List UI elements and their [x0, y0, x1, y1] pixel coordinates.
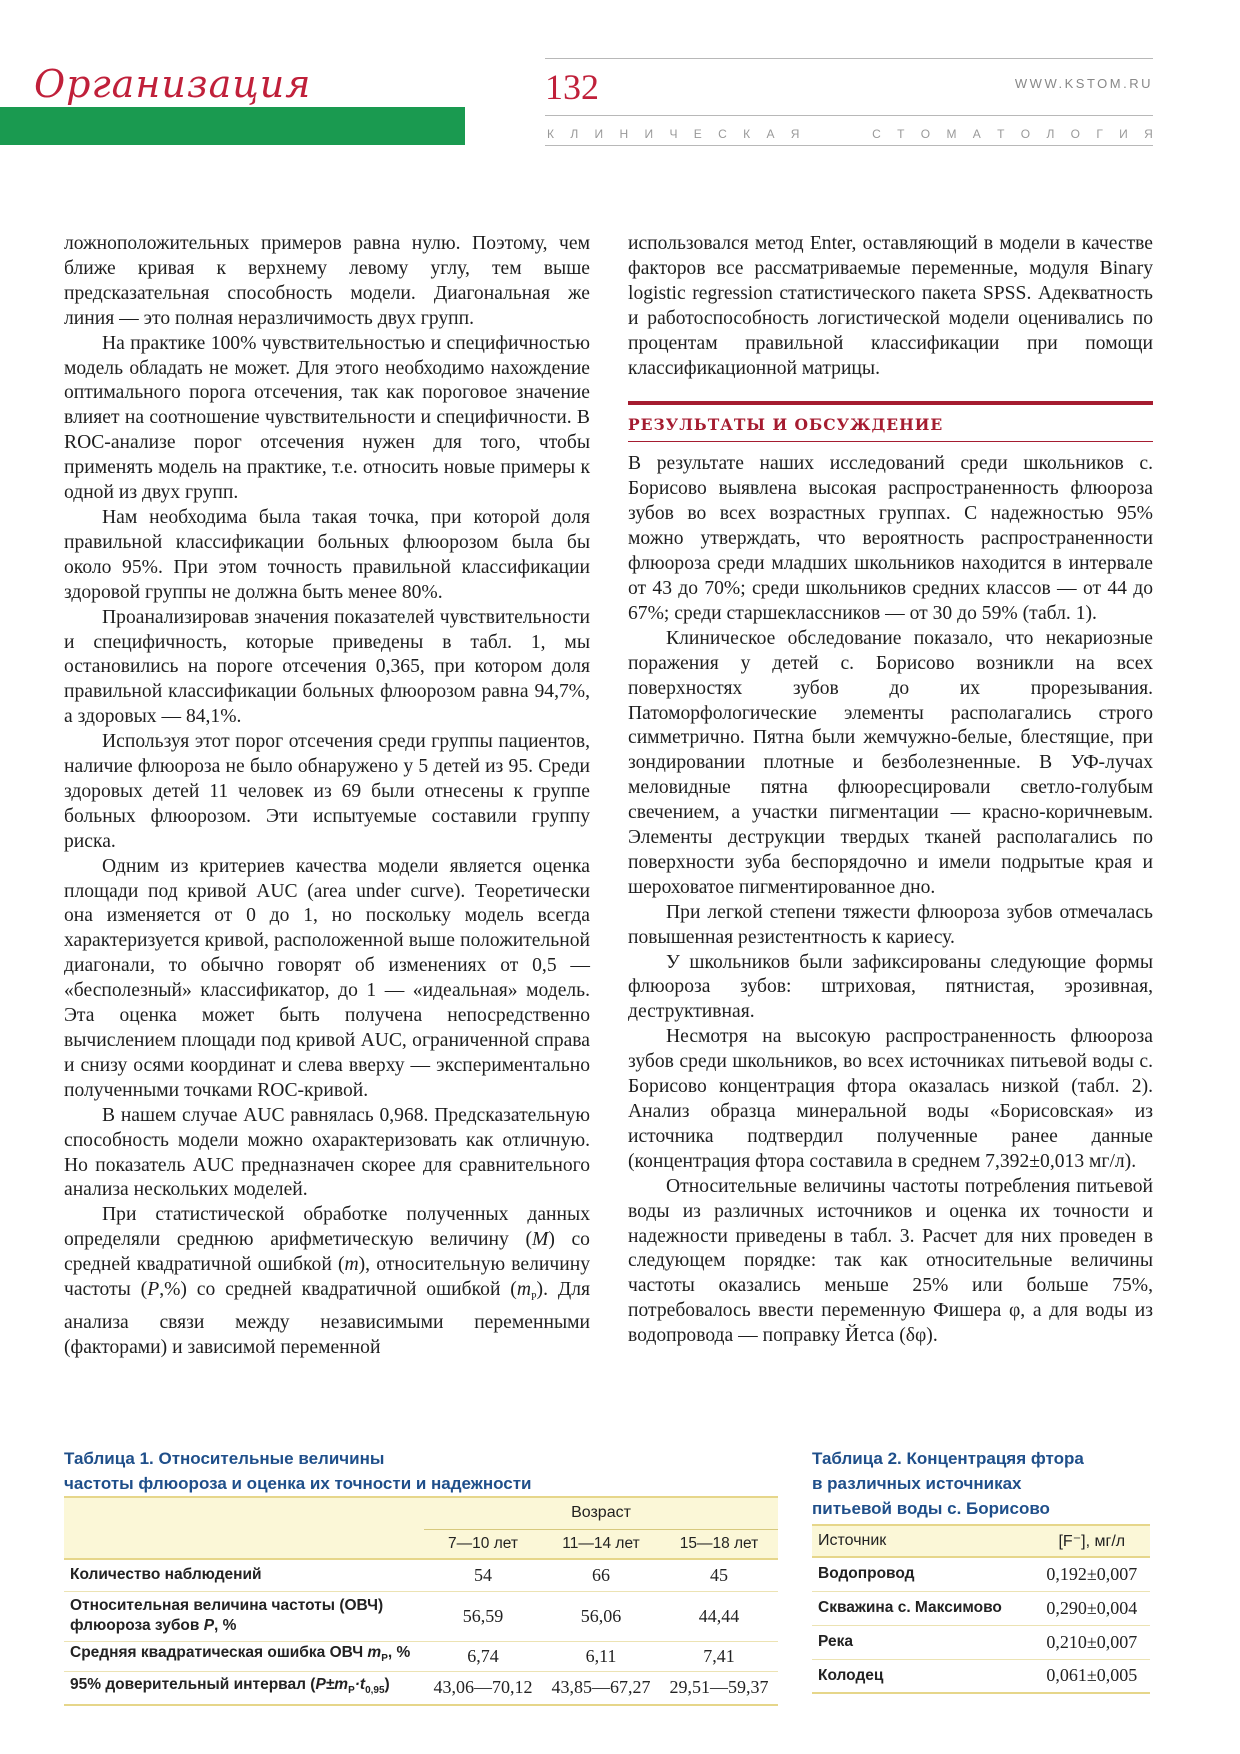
journal-title: К Л И Н И Ч Е С К А Я С Т О М А Т О Л О Г И Я — [547, 127, 1153, 141]
table1 — [64, 1496, 778, 1706]
paragraph: В результате наших исследований среди школьников с. Борисово выявлена высокая распространенность флюороза зубов во всех возрастных группах. С надежностью 95% можно утверждать, что вероятность распространенности флюороза среди младших школьников находится в интервале от 43 до 70%; среди школьников средних классов — от 44 до 67%; среди старшеклассников — от 30 до 59% (табл. 1). — [628, 453, 1153, 624]
row-label: 95% доверительный интервал $(P\pm m_P\cdot t_{0,95})$ — [64, 1671, 424, 1705]
paragraph: На практике 100% чувствительностью и специфичностью модель обладать не может. Для этого необходимо нахождение оптимального порога отсечения, так как пороговое значение влияет на соотношение чувствительности и специфичности. В ROC-анализе порог отсечения нужен для того, чтобы применять модель на практике, т.е. относить новые примеры к одной из двух групп. — [64, 332, 590, 504]
column-header: [F⁻], мг/л — [1034, 1525, 1150, 1557]
table-cell: 45 — [660, 1559, 778, 1591]
paragraph: Несмотря на высокую распространенность флюороза зубов среди школьников, во всех источниках питьевой воды с. Борисово концентрация фтора оказалась низкой (табл. 2). Анализ образца минеральной воды «Борисовская» из источника подтвердил полученные ранее данные (концентрация фтора составила в среднем 7,392±0,013 мг/л). — [628, 1026, 1153, 1172]
paragraph: ложноположительных примеров равна нулю. Поэтому, чем ближе кривая к верхнему левому углу, тем выше предсказательная способность модели. Диагональная же линия — это полная неразличимость двух групп. — [64, 233, 590, 329]
section-heading: РЕЗУЛЬТАТЫ И ОБСУЖДЕНИЕ — [628, 415, 944, 435]
table-cell: 56,06 — [542, 1591, 660, 1641]
table-row — [64, 1671, 778, 1705]
paragraph: использовался метод Enter, оставляющий в модели в качестве факторов все рассматриваемые переменные, модуля Binary logistic regression статистического пакета SPSS. Адекватность и работоспособность логистической модели оценивались по процентам правильной классификации при помощи классификационной матрицы. — [628, 233, 1153, 379]
section-rule — [628, 401, 1153, 405]
column-header: Источник — [812, 1525, 1034, 1557]
table2 — [812, 1524, 1150, 1694]
page-number: 132 — [545, 67, 599, 107]
table-row — [812, 1625, 1150, 1659]
table-cell: 0,061±0,005 — [1034, 1659, 1150, 1693]
table2-caption: Таблица 2. Концентрацяя фтора в различных источниках питьевой воды с. Борисово — [812, 1449, 1084, 1518]
table-row — [64, 1591, 778, 1641]
table-cell: 44,44 — [660, 1591, 778, 1641]
table-cell: 43,85—67,27 — [542, 1671, 660, 1705]
section-banner — [0, 107, 465, 145]
header-rule-middle — [545, 115, 1153, 116]
row-label: Относительная величина частоты (ОВЧ) флюороза зубов P, % — [64, 1591, 424, 1641]
paragraph: При легкой степени тяжести флюороза зубов отмечалась повышенная резистентность к кариесу. — [628, 901, 1153, 948]
table-cell: 66 — [542, 1559, 660, 1591]
column-header: 11—14 лет — [542, 1529, 660, 1559]
header-rule-top — [545, 58, 1153, 59]
section-rule — [628, 441, 1153, 442]
table-row — [812, 1557, 1150, 1591]
table-row — [64, 1641, 778, 1671]
table-cell: 7,41 — [660, 1641, 778, 1671]
row-label: Скважина с. Максимово — [812, 1591, 1034, 1625]
right-column — [628, 232, 1153, 1349]
table-row — [64, 1559, 778, 1591]
paragraph: Одним из критериев качества модели является оценка площади под кривой AUC (area under curve). Теоретически она изменяется от 0 до 1, но поскольку модель всегда характеризуется кривой, расположенной выше положительной диагонали, то обычно говорят об изменениях от 0,5 — «бесполезный» классификатор, до 1 — «идеальная» модель. Эта оценка может быть получена непосредственно вычислением площади под кривой AUC, ограниченной справа и снизу осями координат и слева вверху — экспериментально полученными точками ROC-кривой. — [64, 855, 590, 1101]
left-column — [64, 232, 590, 1361]
row-label: Река — [812, 1625, 1034, 1659]
column-header: 7—10 лет — [424, 1529, 542, 1559]
table-cell: 54 — [424, 1559, 542, 1591]
site-url[interactable]: WWW.KSTOM.RU — [1014, 76, 1153, 91]
paragraph: Проанализировав значения показателей чувствительности и специфичность, которые приведены в табл. 1, мы остановились на пороге отсечения 0,365, при котором доля правильной классификации больных флюорозом равна 94,7%, а здоровых — 84,1%. — [64, 606, 590, 728]
paragraph: Используя этот порог отсечения среди группы пациентов, наличие флюороза не было обнаружено у 5 детей из 95. Среди здоровых детей 11 человек из 69 были отнесены к группе больных флюорозом. Эти испытуемые составили группу риска. — [64, 731, 590, 852]
table-cell: 0,210±0,007 — [1034, 1625, 1150, 1659]
row-label: Колодец — [812, 1659, 1034, 1693]
row-label: Водопровод — [812, 1557, 1034, 1591]
table-cell: 29,51—59,37 — [660, 1671, 778, 1705]
age-header: Возраст — [424, 1497, 778, 1529]
paragraph: Нам необходима была такая точка, при которой доля правильной классификации больных флюорозом была бы около 95%. При этом точность правильной классификации здоровой группы не должна быть менее 80%. — [64, 506, 590, 603]
section-logo: Организация — [34, 62, 312, 106]
table-row — [812, 1659, 1150, 1693]
header-rule-bottom — [545, 145, 1153, 146]
row-label: Средняя квадратическая ошибка ОВЧ $m_P$, % — [64, 1641, 424, 1671]
table-cell: 6,11 — [542, 1641, 660, 1671]
column-header: 15—18 лет — [660, 1529, 778, 1559]
table1-caption: Таблица 1. Относительные величины частоты флюороза и оценка их точности и надежности — [64, 1449, 532, 1493]
table-cell: 0,290±0,004 — [1034, 1591, 1150, 1625]
table-cell: 6,74 — [424, 1641, 542, 1671]
table-row — [812, 1591, 1150, 1625]
table-cell: 0,192±0,007 — [1034, 1557, 1150, 1591]
paragraph: При статистической обработке полученных данных определяли среднюю арифметическую величину (M) со средней квадратичной ошибкой (m), относительную величину частоты (P,%) со средней квадратичной ошибкой $(m_P)$. Для анализа связи между независимыми переменными (факторами) и зависимой переменной — [64, 1204, 590, 1358]
table-cell: 43,06—70,12 — [424, 1671, 542, 1705]
table-cell: 56,59 — [424, 1591, 542, 1641]
row-label: Количество наблюдений — [64, 1559, 424, 1591]
paragraph: Относительные величины частоты потребления питьевой воды из различных источников и оценка их точности и надежности приведены в табл. 3. Расчет для них проведен в следующем порядке: так как относительные величины частоты оказались меньше 25% или больше 75%, потребовалось ввести переменную Фишера φ, а для воды из водопровода — поправку Йетса (δφ). — [628, 1175, 1153, 1347]
paragraph: В нашем случае AUC равнялась 0,968. Предсказательную способность модели можно охарактеризовать как отличную. Но показатель AUC предназначен скорее для сравнительного анализа нескольких моделей. — [64, 1104, 590, 1201]
paragraph: У школьников были зафиксированы следующие формы флюороза зубов: штриховая, пятнистая, эрозивная, деструктивная. — [628, 951, 1153, 1023]
paragraph: Клиническое обследование показало, что некариозные поражения у детей с. Борисово возникли на всех поверхностях зубов до их прорезывания. Патоморфологические элементы располагались строго симметрично. Пятна были жемчужно-белые, блестящие, при зондировании плотные и безболезненные. В УФ-лучах меловидные пятна флюоресцировали светло-голубым свечением, а участки пигментации — красно-коричневым. Элементы деструкции твердых тканей располагались по поверхности зуба беспорядочно и имели подрытые края и шероховатое пигментированное дно. — [628, 627, 1153, 898]
